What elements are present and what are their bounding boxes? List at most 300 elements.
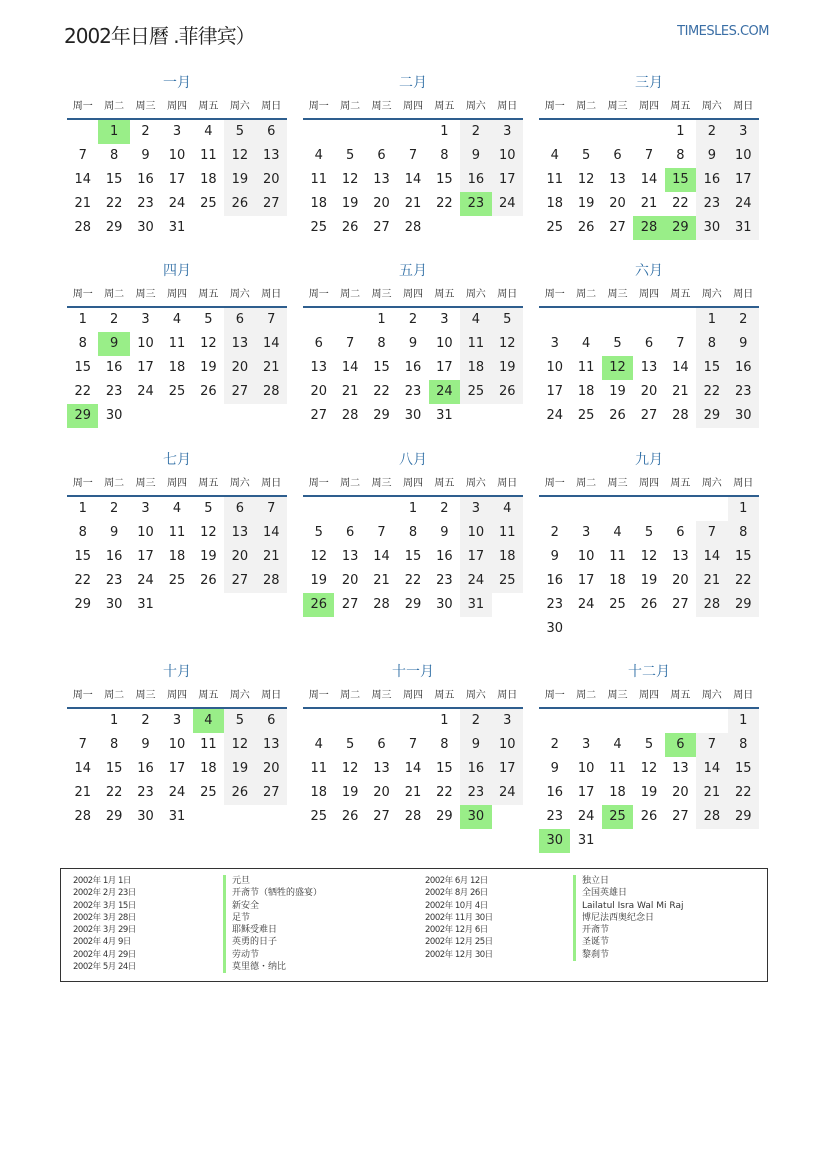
- day-cell[interactable]: 11: [200, 148, 217, 163]
- day-cell[interactable]: 5: [204, 312, 213, 327]
- day-cell[interactable]: 1: [728, 497, 759, 521]
- day-cell[interactable]: 23: [460, 192, 491, 216]
- day-cell[interactable]: 9: [728, 332, 759, 356]
- day-cell[interactable]: 12: [602, 356, 633, 380]
- site-link[interactable]: TIMESLES.COM: [677, 24, 769, 39]
- day-cell[interactable]: 27: [310, 408, 327, 423]
- day-cell[interactable]: 4: [314, 737, 323, 752]
- day-cell[interactable]: 20: [672, 573, 689, 588]
- day-cell[interactable]: 2: [550, 525, 559, 540]
- day-cell[interactable]: 31: [728, 216, 759, 240]
- day-cell[interactable]: 28: [341, 408, 359, 423]
- day-cell[interactable]: 14: [341, 360, 359, 375]
- day-cell[interactable]: 25: [609, 597, 626, 612]
- day-cell[interactable]: 6: [676, 525, 685, 540]
- day-cell[interactable]: 9: [550, 549, 559, 564]
- day-cell[interactable]: 1: [440, 124, 449, 139]
- day-cell[interactable]: 26: [492, 380, 523, 404]
- day-cell[interactable]: 19: [200, 360, 217, 375]
- day-cell[interactable]: 7: [644, 148, 654, 163]
- day-cell[interactable]: 20: [256, 757, 287, 781]
- day-cell[interactable]: 5: [345, 737, 355, 752]
- day-cell[interactable]: 1: [98, 120, 129, 144]
- day-cell[interactable]: 8: [109, 737, 119, 752]
- day-cell[interactable]: 17: [546, 384, 563, 399]
- day-cell[interactable]: 6: [224, 308, 255, 332]
- day-cell[interactable]: 17: [137, 360, 154, 375]
- day-cell[interactable]: 16: [460, 168, 491, 192]
- day-cell[interactable]: 30: [105, 597, 123, 612]
- day-cell[interactable]: 30: [137, 220, 154, 235]
- day-cell[interactable]: 6: [256, 709, 287, 733]
- day-cell[interactable]: 12: [640, 549, 658, 564]
- day-cell[interactable]: 15: [105, 172, 123, 187]
- day-cell[interactable]: 19: [341, 785, 359, 800]
- day-cell[interactable]: 17: [577, 573, 595, 588]
- day-cell[interactable]: 24: [728, 192, 759, 216]
- day-cell[interactable]: 1: [109, 713, 119, 728]
- day-cell[interactable]: 28: [74, 809, 91, 824]
- day-cell[interactable]: 20: [224, 356, 255, 380]
- day-cell[interactable]: 9: [109, 525, 119, 540]
- day-cell[interactable]: 18: [492, 545, 523, 569]
- day-cell[interactable]: 21: [341, 384, 359, 399]
- day-cell[interactable]: 20: [224, 545, 255, 569]
- day-cell[interactable]: 12: [577, 172, 595, 187]
- day-cell[interactable]: 29: [665, 216, 696, 240]
- day-cell[interactable]: 19: [640, 785, 658, 800]
- day-cell[interactable]: 13: [224, 521, 255, 545]
- day-cell[interactable]: 6: [377, 148, 386, 163]
- day-cell[interactable]: 9: [696, 144, 727, 168]
- day-cell[interactable]: 22: [672, 196, 689, 211]
- day-cell[interactable]: 2: [109, 501, 119, 516]
- day-cell[interactable]: 6: [377, 737, 386, 752]
- day-cell[interactable]: 8: [676, 148, 685, 163]
- day-cell[interactable]: 22: [105, 785, 123, 800]
- day-cell[interactable]: 6: [256, 120, 287, 144]
- day-cell[interactable]: 11: [168, 525, 186, 540]
- day-cell[interactable]: 5: [345, 148, 355, 163]
- day-cell[interactable]: 3: [581, 525, 591, 540]
- day-cell[interactable]: 30: [546, 621, 563, 636]
- day-cell[interactable]: 12: [200, 336, 217, 351]
- day-cell[interactable]: 5: [644, 737, 654, 752]
- day-cell[interactable]: 17: [492, 757, 523, 781]
- day-cell[interactable]: 30: [539, 829, 570, 853]
- day-cell[interactable]: 23: [137, 196, 154, 211]
- day-cell[interactable]: 28: [74, 220, 91, 235]
- day-cell[interactable]: 1: [440, 713, 449, 728]
- day-cell[interactable]: 26: [640, 597, 658, 612]
- day-cell[interactable]: 31: [436, 408, 453, 423]
- day-cell[interactable]: 18: [168, 549, 186, 564]
- day-cell[interactable]: 28: [256, 380, 287, 404]
- day-cell[interactable]: 29: [696, 404, 727, 428]
- day-cell[interactable]: 29: [67, 404, 98, 428]
- day-cell[interactable]: 10: [168, 737, 186, 752]
- day-cell[interactable]: 20: [373, 785, 390, 800]
- day-cell[interactable]: 15: [105, 761, 123, 776]
- day-cell[interactable]: 31: [168, 809, 186, 824]
- day-cell[interactable]: 15: [74, 549, 91, 564]
- day-cell[interactable]: 14: [640, 172, 658, 187]
- day-cell[interactable]: 3: [728, 120, 759, 144]
- day-cell[interactable]: 10: [492, 733, 523, 757]
- day-cell[interactable]: 15: [436, 761, 453, 776]
- day-cell[interactable]: 27: [373, 809, 390, 824]
- day-cell[interactable]: 14: [74, 172, 91, 187]
- day-cell[interactable]: 4: [550, 148, 559, 163]
- day-cell[interactable]: 18: [200, 172, 217, 187]
- day-cell[interactable]: 10: [137, 525, 154, 540]
- day-cell[interactable]: 19: [224, 757, 255, 781]
- day-cell[interactable]: 21: [74, 785, 91, 800]
- day-cell[interactable]: 19: [609, 384, 626, 399]
- day-cell[interactable]: 3: [172, 713, 182, 728]
- day-cell[interactable]: 31: [168, 220, 186, 235]
- day-cell[interactable]: 2: [728, 308, 759, 332]
- day-cell[interactable]: 18: [577, 384, 595, 399]
- day-cell[interactable]: 4: [581, 336, 591, 351]
- day-cell[interactable]: 27: [224, 380, 255, 404]
- day-cell[interactable]: 18: [200, 761, 217, 776]
- day-cell[interactable]: 21: [256, 356, 287, 380]
- day-cell[interactable]: 17: [577, 785, 595, 800]
- day-cell[interactable]: 12: [200, 525, 217, 540]
- day-cell[interactable]: 10: [436, 336, 453, 351]
- day-cell[interactable]: 19: [492, 356, 523, 380]
- day-cell[interactable]: 7: [377, 525, 386, 540]
- day-cell[interactable]: 22: [436, 785, 453, 800]
- day-cell[interactable]: 26: [200, 384, 217, 399]
- day-cell[interactable]: 26: [640, 809, 658, 824]
- day-cell[interactable]: 2: [696, 120, 727, 144]
- day-cell[interactable]: 12: [341, 761, 359, 776]
- day-cell[interactable]: 4: [460, 308, 491, 332]
- day-cell[interactable]: 15: [728, 545, 759, 569]
- day-cell[interactable]: 18: [310, 196, 327, 211]
- day-cell[interactable]: 17: [168, 172, 186, 187]
- day-cell[interactable]: 21: [373, 573, 390, 588]
- day-cell[interactable]: 1: [377, 312, 386, 327]
- day-cell[interactable]: 20: [373, 196, 390, 211]
- day-cell[interactable]: 4: [613, 737, 622, 752]
- day-cell[interactable]: 13: [373, 761, 390, 776]
- day-cell[interactable]: 2: [550, 737, 559, 752]
- day-cell[interactable]: 28: [256, 569, 287, 593]
- day-cell[interactable]: 30: [137, 809, 154, 824]
- day-cell[interactable]: 29: [105, 809, 123, 824]
- day-cell[interactable]: 21: [256, 545, 287, 569]
- day-cell[interactable]: 27: [640, 408, 658, 423]
- day-cell[interactable]: 25: [460, 380, 491, 404]
- day-cell[interactable]: 29: [404, 597, 422, 612]
- day-cell[interactable]: 18: [609, 785, 626, 800]
- day-cell[interactable]: 23: [728, 380, 759, 404]
- day-cell[interactable]: 21: [640, 196, 658, 211]
- day-cell[interactable]: 18: [546, 196, 563, 211]
- day-cell[interactable]: 4: [172, 312, 182, 327]
- day-cell[interactable]: 19: [224, 168, 255, 192]
- day-cell[interactable]: 26: [577, 220, 595, 235]
- day-cell[interactable]: 27: [672, 597, 689, 612]
- day-cell[interactable]: 21: [74, 196, 91, 211]
- day-cell[interactable]: 12: [224, 733, 255, 757]
- day-cell[interactable]: 24: [168, 196, 186, 211]
- day-cell[interactable]: 13: [373, 172, 390, 187]
- day-cell[interactable]: 24: [137, 384, 154, 399]
- day-cell[interactable]: 3: [440, 312, 449, 327]
- day-cell[interactable]: 22: [696, 380, 727, 404]
- day-cell[interactable]: 4: [172, 501, 182, 516]
- day-cell[interactable]: 6: [644, 336, 654, 351]
- day-cell[interactable]: 8: [377, 336, 386, 351]
- day-cell[interactable]: 18: [460, 356, 491, 380]
- day-cell[interactable]: 30: [696, 216, 727, 240]
- day-cell[interactable]: 12: [224, 144, 255, 168]
- day-cell[interactable]: 24: [429, 380, 460, 404]
- day-cell[interactable]: 11: [200, 737, 217, 752]
- day-cell[interactable]: 23: [105, 384, 123, 399]
- day-cell[interactable]: 2: [408, 312, 418, 327]
- day-cell[interactable]: 17: [728, 168, 759, 192]
- day-cell[interactable]: 25: [200, 785, 217, 800]
- day-cell[interactable]: 7: [256, 497, 287, 521]
- day-cell[interactable]: 3: [141, 312, 150, 327]
- day-cell[interactable]: 25: [310, 220, 327, 235]
- day-cell[interactable]: 5: [224, 709, 255, 733]
- day-cell[interactable]: 24: [137, 573, 154, 588]
- day-cell[interactable]: 13: [341, 549, 359, 564]
- day-cell[interactable]: 14: [256, 521, 287, 545]
- day-cell[interactable]: 31: [137, 597, 154, 612]
- day-cell[interactable]: 12: [341, 172, 359, 187]
- day-cell[interactable]: 10: [137, 336, 154, 351]
- day-cell[interactable]: 14: [404, 761, 422, 776]
- day-cell[interactable]: 11: [609, 549, 626, 564]
- day-cell[interactable]: 24: [577, 809, 595, 824]
- day-cell[interactable]: 17: [492, 168, 523, 192]
- day-cell[interactable]: 7: [696, 733, 727, 757]
- day-cell[interactable]: 9: [460, 144, 491, 168]
- day-cell[interactable]: 3: [492, 120, 523, 144]
- day-cell[interactable]: 24: [492, 781, 523, 805]
- day-cell[interactable]: 20: [640, 384, 658, 399]
- day-cell[interactable]: 29: [728, 805, 759, 829]
- day-cell[interactable]: 15: [696, 356, 727, 380]
- day-cell[interactable]: 8: [728, 733, 759, 757]
- day-cell[interactable]: 25: [546, 220, 563, 235]
- day-cell[interactable]: 14: [256, 332, 287, 356]
- day-cell[interactable]: 23: [105, 573, 123, 588]
- day-cell[interactable]: 23: [546, 597, 563, 612]
- day-cell[interactable]: 22: [105, 196, 123, 211]
- day-cell[interactable]: 13: [672, 549, 689, 564]
- day-cell[interactable]: 12: [492, 332, 523, 356]
- day-cell[interactable]: 4: [314, 148, 323, 163]
- day-cell[interactable]: 20: [310, 384, 327, 399]
- day-cell[interactable]: 9: [550, 761, 559, 776]
- day-cell[interactable]: 16: [137, 172, 154, 187]
- day-cell[interactable]: 18: [168, 360, 186, 375]
- day-cell[interactable]: 8: [109, 148, 119, 163]
- day-cell[interactable]: 24: [577, 597, 595, 612]
- day-cell[interactable]: 1: [78, 501, 87, 516]
- day-cell[interactable]: 7: [345, 336, 355, 351]
- day-cell[interactable]: 9: [98, 332, 129, 356]
- day-cell[interactable]: 1: [408, 501, 418, 516]
- day-cell[interactable]: 22: [74, 573, 91, 588]
- day-cell[interactable]: 3: [460, 497, 491, 521]
- day-cell[interactable]: 13: [609, 172, 626, 187]
- day-cell[interactable]: 4: [204, 124, 213, 139]
- day-cell[interactable]: 29: [436, 809, 453, 824]
- day-cell[interactable]: 16: [460, 757, 491, 781]
- day-cell[interactable]: 8: [408, 525, 418, 540]
- day-cell[interactable]: 30: [105, 408, 123, 423]
- day-cell[interactable]: 10: [577, 761, 595, 776]
- day-cell[interactable]: 21: [404, 196, 422, 211]
- day-cell[interactable]: 3: [141, 501, 150, 516]
- day-cell[interactable]: 7: [408, 737, 418, 752]
- day-cell[interactable]: 13: [224, 332, 255, 356]
- day-cell[interactable]: 27: [373, 220, 390, 235]
- day-cell[interactable]: 21: [672, 384, 689, 399]
- day-cell[interactable]: 23: [546, 809, 563, 824]
- day-cell[interactable]: 1: [676, 124, 685, 139]
- day-cell[interactable]: 26: [341, 809, 359, 824]
- day-cell[interactable]: 29: [105, 220, 123, 235]
- day-cell[interactable]: 19: [640, 573, 658, 588]
- day-cell[interactable]: 7: [256, 308, 287, 332]
- day-cell[interactable]: 4: [613, 525, 622, 540]
- day-cell[interactable]: 28: [672, 408, 689, 423]
- day-cell[interactable]: 25: [200, 196, 217, 211]
- day-cell[interactable]: 9: [141, 737, 150, 752]
- day-cell[interactable]: 3: [172, 124, 182, 139]
- day-cell[interactable]: 2: [460, 709, 491, 733]
- day-cell[interactable]: 8: [78, 336, 87, 351]
- day-cell[interactable]: 29: [74, 597, 91, 612]
- day-cell[interactable]: 6: [224, 497, 255, 521]
- day-cell[interactable]: 2: [460, 120, 491, 144]
- day-cell[interactable]: 15: [74, 360, 91, 375]
- day-cell[interactable]: 15: [373, 360, 390, 375]
- day-cell[interactable]: 2: [440, 501, 449, 516]
- day-cell[interactable]: 11: [168, 336, 186, 351]
- day-cell[interactable]: 19: [341, 196, 359, 211]
- day-cell[interactable]: 6: [345, 525, 355, 540]
- day-cell[interactable]: 22: [436, 196, 453, 211]
- day-cell[interactable]: 10: [460, 521, 491, 545]
- day-cell[interactable]: 3: [581, 737, 591, 752]
- day-cell[interactable]: 28: [696, 593, 727, 617]
- day-cell[interactable]: 27: [609, 220, 626, 235]
- day-cell[interactable]: 5: [644, 525, 654, 540]
- day-cell[interactable]: 5: [204, 501, 213, 516]
- day-cell[interactable]: 7: [408, 148, 418, 163]
- day-cell[interactable]: 6: [314, 336, 323, 351]
- day-cell[interactable]: 25: [492, 569, 523, 593]
- day-cell[interactable]: 11: [310, 761, 327, 776]
- day-cell[interactable]: 16: [105, 360, 123, 375]
- day-cell[interactable]: 10: [577, 549, 595, 564]
- day-cell[interactable]: 24: [546, 408, 563, 423]
- day-cell[interactable]: 25: [602, 805, 633, 829]
- day-cell[interactable]: 9: [440, 525, 449, 540]
- day-cell[interactable]: 8: [440, 737, 449, 752]
- day-cell[interactable]: 14: [373, 549, 390, 564]
- day-cell[interactable]: 3: [550, 336, 559, 351]
- day-cell[interactable]: 9: [408, 336, 418, 351]
- day-cell[interactable]: 10: [492, 144, 523, 168]
- day-cell[interactable]: 15: [728, 757, 759, 781]
- day-cell[interactable]: 17: [436, 360, 453, 375]
- day-cell[interactable]: 1: [696, 308, 727, 332]
- day-cell[interactable]: 14: [404, 172, 422, 187]
- day-cell[interactable]: 5: [224, 120, 255, 144]
- day-cell[interactable]: 28: [696, 805, 727, 829]
- day-cell[interactable]: 13: [310, 360, 327, 375]
- day-cell[interactable]: 11: [310, 172, 327, 187]
- day-cell[interactable]: 14: [696, 757, 727, 781]
- day-cell[interactable]: 27: [672, 809, 689, 824]
- day-cell[interactable]: 24: [168, 785, 186, 800]
- day-cell[interactable]: 11: [609, 761, 626, 776]
- day-cell[interactable]: 22: [728, 781, 759, 805]
- day-cell[interactable]: 2: [141, 713, 150, 728]
- day-cell[interactable]: 27: [256, 192, 287, 216]
- day-cell[interactable]: 16: [137, 761, 154, 776]
- day-cell[interactable]: 7: [696, 521, 727, 545]
- day-cell[interactable]: 11: [460, 332, 491, 356]
- day-cell[interactable]: 26: [200, 573, 217, 588]
- day-cell[interactable]: 21: [696, 569, 727, 593]
- day-cell[interactable]: 5: [492, 308, 523, 332]
- day-cell[interactable]: 30: [728, 404, 759, 428]
- day-cell[interactable]: 25: [577, 408, 595, 423]
- day-cell[interactable]: 22: [728, 569, 759, 593]
- day-cell[interactable]: 2: [109, 312, 119, 327]
- day-cell[interactable]: 2: [141, 124, 150, 139]
- day-cell[interactable]: 5: [613, 336, 622, 351]
- day-cell[interactable]: 8: [440, 148, 449, 163]
- day-cell[interactable]: 11: [577, 360, 595, 375]
- day-cell[interactable]: 28: [404, 809, 422, 824]
- day-cell[interactable]: 23: [137, 785, 154, 800]
- day-cell[interactable]: 17: [460, 545, 491, 569]
- day-cell[interactable]: 1: [728, 709, 759, 733]
- day-cell[interactable]: 16: [404, 360, 422, 375]
- day-cell[interactable]: 22: [373, 384, 390, 399]
- day-cell[interactable]: 22: [404, 573, 422, 588]
- day-cell[interactable]: 23: [436, 573, 453, 588]
- day-cell[interactable]: 30: [404, 408, 422, 423]
- day-cell[interactable]: 24: [460, 569, 491, 593]
- day-cell[interactable]: 27: [341, 597, 359, 612]
- day-cell[interactable]: 1: [78, 312, 87, 327]
- day-cell[interactable]: 13: [256, 144, 287, 168]
- day-cell[interactable]: 12: [310, 549, 327, 564]
- day-cell[interactable]: 17: [168, 761, 186, 776]
- day-cell[interactable]: 15: [404, 549, 422, 564]
- day-cell[interactable]: 13: [640, 360, 658, 375]
- day-cell[interactable]: 28: [633, 216, 664, 240]
- day-cell[interactable]: 27: [256, 781, 287, 805]
- day-cell[interactable]: 20: [609, 196, 626, 211]
- day-cell[interactable]: 16: [436, 549, 453, 564]
